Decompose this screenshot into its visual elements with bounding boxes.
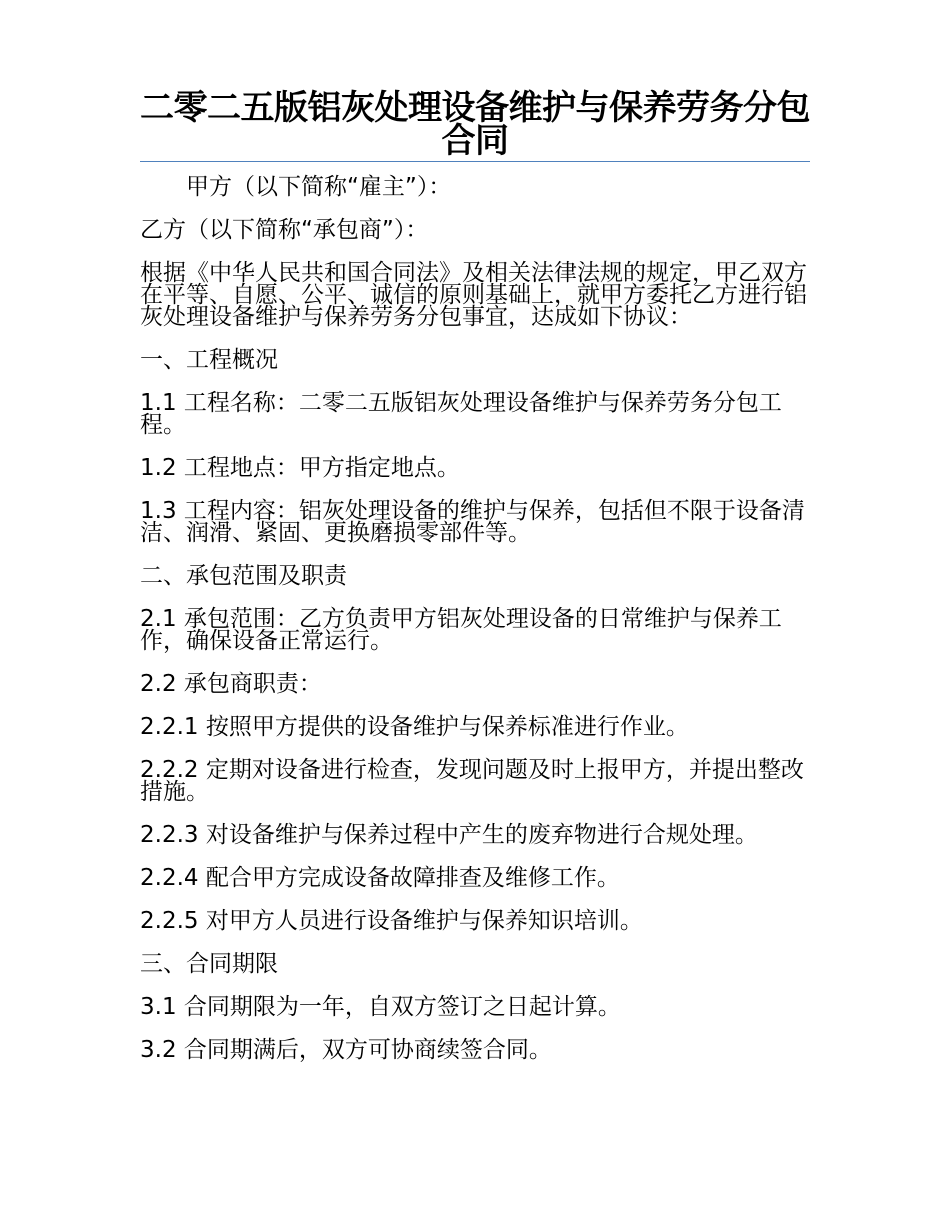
section-heading-2: 二、承包范围及职责 [140, 563, 347, 589]
clause-3-2: 3.2 合同期满后，双方可协商续签合同。 [140, 1037, 552, 1063]
clause-2-2-1: 2.2.1 按照甲方提供的设备维护与保养标准进行作业。 [140, 714, 689, 740]
clause-3-1: 3.1 合同期限为一年，自双方签订之日起计算。 [140, 994, 621, 1020]
party-b-line: 乙方（以下简称“承包商”）： [140, 217, 429, 243]
party-a-line: 甲方（以下简称“雇主”）： [186, 174, 452, 200]
clause-2-2-4: 2.2.4 配合甲方完成设备故障排查及维修工作。 [140, 865, 620, 891]
clause-1-1: 1.1 工程名称：二零二五版铝灰处理设备维护与保养劳务分包工程。 [140, 390, 782, 438]
section-heading-1: 一、工程概况 [140, 347, 278, 373]
clause-2-2-5: 2.2.5 对甲方人员进行设备维护与保养知识培训。 [140, 908, 643, 934]
clause-1-3: 1.3 工程内容：铝灰处理设备的维护与保养，包括但不限于设备清洁、润滑、紧固、更换磨损零部件等。 [140, 498, 805, 546]
clause-2-1: 2.1 承包范围：乙方负责甲方铝灰处理设备的日常维护与保养工作，确保设备正常运行。 [140, 606, 782, 654]
section-heading-3: 三、合同期限 [140, 951, 278, 977]
clause-2-2-2: 2.2.2 定期对设备进行检查，发现问题及时上报甲方，并提出整改措施。 [140, 757, 804, 805]
clause-2-2: 2.2 承包商职责： [140, 671, 322, 697]
document-body [140, 176, 812, 1082]
clause-1-2: 1.2 工程地点：甲方指定地点。 [140, 455, 460, 481]
clause-2-2-3: 2.2.3 对设备维护与保养过程中产生的废弃物进行合规处理。 [140, 822, 758, 848]
title-underline [140, 161, 810, 162]
document-title: 二零二五版铝灰处理设备维护与保养劳务分包合同 [140, 88, 810, 161]
preamble-paragraph: 根据《中华人民共和国合同法》及相关法律法规的规定，甲乙双方在平等、自愿、公平、诚信的原则基础上，就甲方委托乙方进行铝灰处理设备维护与保养劳务分包事宜，达成如下协议： [140, 260, 807, 330]
